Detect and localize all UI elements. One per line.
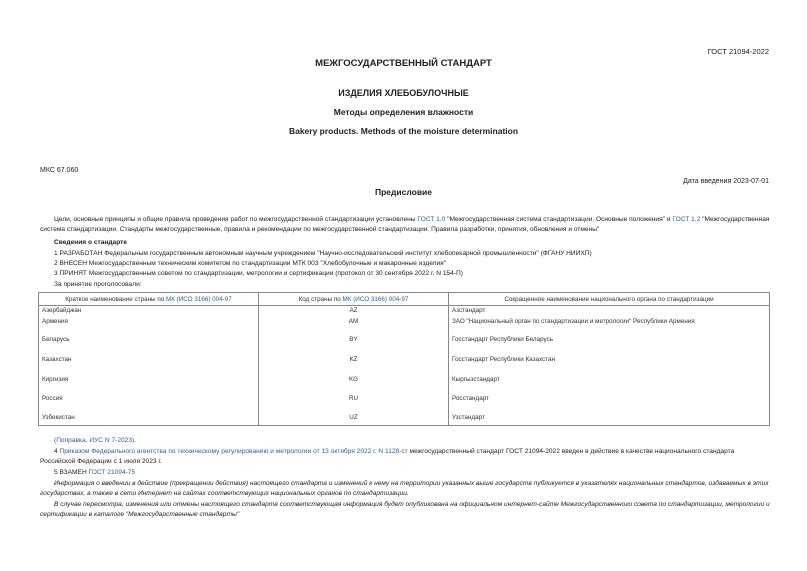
item-5-replaces — [54, 468, 784, 478]
table-row — [39, 394, 770, 413]
methods-title-ru: Методы определения влажности — [333, 107, 474, 117]
body-cell: ЗАО "Национальный орган по стандартизации и метрологии" Республики Армения — [449, 317, 770, 335]
country-cell: Армения — [39, 317, 259, 335]
header-country — [39, 293, 259, 306]
country-cell: Беларусь — [39, 335, 259, 355]
revision-info-paragraph: В случае пересмотра, изменения или отмены настоящего стандарта соответствующая информация будет опубликована на официальном интернет-сайте Межгосударственного совета по стандартизации, метрологии и сертификации в каталоге "Межгосударственные стандарты" — [40, 501, 770, 518]
goals-text-2: "Межгосударственная система стандартизации. Основные положения" и — [445, 216, 673, 223]
country-cell: Узбекистан — [39, 413, 259, 426]
country-cell: Киргизия — [39, 375, 259, 394]
code-cell: AZ — [259, 306, 449, 317]
item-4-number: 4 — [54, 448, 60, 455]
changes-info-paragraph: Информация о введении в действие (прекращении действия) настоящего стандарта и изменений к нему на территории указанных выше государств публикуется в указателях национальных стандартов, издаваемых в этих государствах, а также в сети Интернет на сайтах соответствующих национальных органов по стандартизации. — [40, 480, 769, 497]
item-5-text: 5 ВЗАМЕН — [54, 469, 89, 476]
methods-title-en: Bakery products. Methods of the moisture determination — [288, 126, 519, 136]
mk-iso-link[interactable]: МК (ИСО 3166) 004-97 — [165, 295, 232, 303]
country-cell: Казахстан — [39, 355, 259, 375]
goals-paragraph — [40, 215, 770, 234]
standard-info-heading: Сведения о стандарте — [54, 239, 128, 246]
main-title: МЕЖГОСУДАРСТВЕННЫЙ СТАНДАРТ — [315, 58, 492, 69]
body-cell: Росстандарт — [449, 394, 770, 413]
table-row — [39, 355, 770, 375]
body-cell: Кыргызстандарт — [449, 375, 770, 394]
item-3-adopted: 3 ПРИНЯТ Межгосударственным советом по стандартизации, метрологии и сертификации (протокол от 30 сентября 2022 г. N 154-П) — [54, 270, 463, 277]
item-4-order — [40, 447, 770, 466]
code-cell: AM — [259, 317, 449, 335]
header-code-text: Код страны по — [298, 295, 343, 303]
body-cell: Узстандарт — [449, 413, 770, 426]
item-1-developed: 1 РАЗРАБОТАН Федеральным государственным автономным научным учреждением "Научно-исследовательский институт хлебопекарной промышленности" (ФГАНУ НИИХП) — [54, 250, 592, 257]
table-row — [39, 306, 770, 317]
table-row — [39, 317, 770, 335]
table-row — [39, 335, 770, 355]
document-code: ГОСТ 21094-2022 — [707, 47, 769, 56]
mk-iso-link[interactable]: МК (ИСО 3166) 004-97 — [342, 295, 409, 303]
mks-code: МКС 67.060 — [40, 167, 79, 174]
amendment-link[interactable]: (Поправка. ИУС N 7-2023). — [54, 437, 137, 444]
gost-21094-75-link[interactable]: ГОСТ 21094-75 — [88, 469, 136, 476]
table-row — [39, 375, 770, 394]
order-link[interactable]: Приказом Федерального агентства по техническому регулированию и метрологии от 13 октября 2022 г. N 1128-ст — [59, 448, 408, 455]
goals-text-3: "Межгосударственная система стандартизации. Стандарты межгосударственные, правила и рекомендации по межгосударственной стандартизации. Правила разработки, принятия, обновления и отмены" — [40, 216, 770, 233]
country-cell: Россия — [39, 394, 259, 413]
code-cell: RU — [259, 394, 449, 413]
item-4-text: межгосударственный стандарт ГОСТ 21094-2022 введен в действие в качестве национального стандарта Российской Федерации с 1 июля 2023 г. — [40, 448, 735, 465]
goals-text-1: Цели, основные принципы и общие правила проведения работ по межгосударственной стандартизации установлены — [54, 216, 418, 223]
foreword-heading: Предисловие — [374, 187, 433, 197]
gost-1-2-link[interactable]: ГОСТ 1.2 — [672, 216, 701, 223]
code-cell: KG — [259, 375, 449, 394]
code-cell: KZ — [259, 355, 449, 375]
header-body: Сокращенное наименование национального органа по стандартизации — [449, 293, 770, 306]
table-header-row — [39, 293, 770, 306]
body-cell: Госстандарт Республики Беларусь — [449, 335, 770, 355]
header-code — [259, 293, 449, 306]
product-title: ИЗДЕЛИЯ ХЛЕБОБУЛОЧНЫЕ — [338, 88, 469, 98]
table-row — [39, 413, 770, 426]
gost-1-0-link[interactable]: ГОСТ 1.0 — [417, 216, 446, 223]
voted-label: За принятие проголосовали: — [54, 281, 142, 288]
body-cell: Госстандарт Республики Казахстан — [449, 355, 770, 375]
country-cell: Азербайджан — [39, 306, 259, 317]
body-cell: Азстандарт — [449, 306, 770, 317]
introduction-date: Дата введения 2023-07-01 — [683, 178, 769, 185]
header-country-text: Краткое наименование страны по — [65, 295, 166, 303]
code-cell: BY — [259, 335, 449, 355]
item-2-submitted: 2 ВНЕСЕН Межгосударственным техническим комитетом по стандартизации МТК 003 "Хлебобулочные и макаронные изделия" — [54, 260, 447, 267]
countries-table — [38, 292, 770, 426]
code-cell: UZ — [259, 413, 449, 426]
